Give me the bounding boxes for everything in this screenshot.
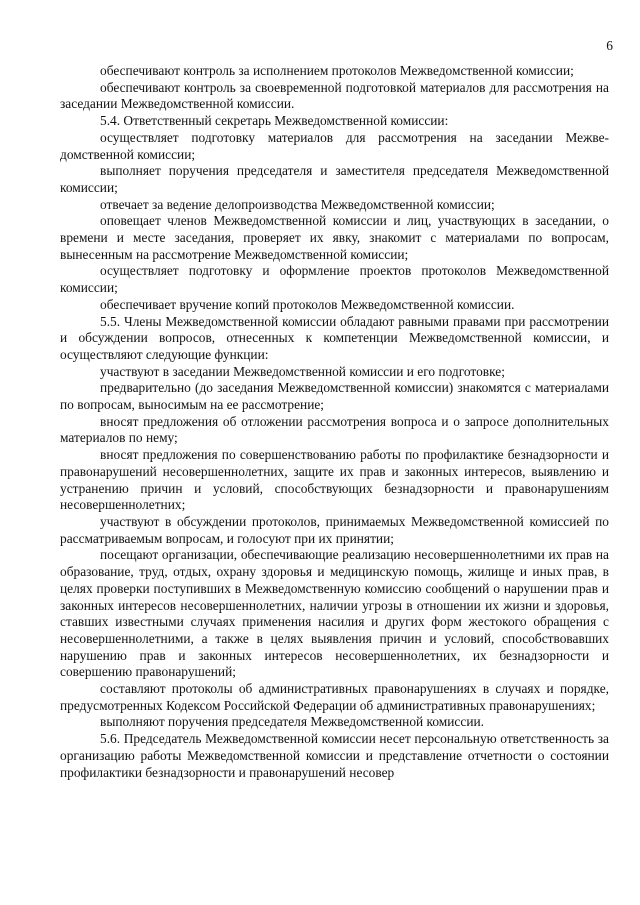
paragraph: участвуют в заседании Межведомственной комиссии и его подготовке;	[100, 363, 505, 379]
paragraph: выполняют поручения председателя Межведомственной комиссии.	[100, 714, 484, 730]
paragraph: оповещает членов Межведомственной комиссии и лиц, участвующих в заседании, о времени и месте заседания, проверяет их явку, знакомит с материалами по вопросам, вынесенным на рассмотрение Межведомственной комиссии;	[60, 213, 609, 262]
paragraph: вносят предложения об отложении рассмотрения вопроса и о запросе дополнительных материалов по нему;	[60, 413, 609, 446]
paragraph: обеспечивают контроль за своевременной подготовкой материалов для рассмотрения на заседании Межведомственной комиссии.	[60, 79, 609, 112]
paragraph: осуществляет подготовку и оформление проектов протоколов Межведомственной комиссии;	[60, 263, 609, 296]
section-heading: 5.4. Ответственный секретарь Межведомственной комиссии:	[100, 113, 449, 129]
document-body	[60, 63, 609, 781]
page-number: 6	[606, 38, 613, 53]
paragraph: обеспечивает вручение копий протоколов Межведомственной комиссии.	[100, 296, 515, 312]
paragraph: выполняет поручения председателя и заместителя председателя Межведомственной комиссии;	[60, 163, 609, 195]
paragraph: посещают организации, обеспечивающие реализацию несовершеннолетними их прав на образование, труд, отдых, охрану здоровья и медицинскую помощь, жилище и иных прав, в целях проверки поступивших в Межведомственную комиссию сообщений о нарушении прав и законных интересов несовершеннолетних, наличии угрозы в отношении их жизни и здоровья, ставших известными случаях применения насилия и других форм жестокого обращения с несовершеннолетними, а также в целях выявления причин и условий, способствовавших нарушению прав и законных интересов несовершеннолетних, их безнадзорности и совершению правонарушений;	[60, 547, 609, 680]
section-heading: 5.5. Члены Межведомственной комиссии обладают равными правами при рассмотрении и обсуждении вопросов, отнесенных к компетенции Межведомственной комиссии, и осуществляют следующие функции:	[60, 313, 609, 362]
paragraph: вносят предложения по совершенствованию работы по профилактике безнадзорности и правонарушений несовершеннолетних, защите их прав и законных интересов, выявлению и устранению причин и условий, способствующих безнадзорности и правонарушениям несовершеннолетних;	[60, 447, 609, 513]
paragraph: обеспечивают контроль за исполнением протоколов Межведомственной комиссии;	[100, 63, 574, 78]
paragraph: осуществляет подготовку материалов для рассмотрения на заседании Межведомственной комиссии;	[60, 129, 609, 162]
paragraph: составляют протоколы об административных правонарушениях в случаях и порядке, предусмотренных Кодексом Российской Федерации об административных правонарушениях;	[60, 681, 609, 713]
paragraph: отвечает за ведение делопроизводства Межведомственной комиссии;	[100, 196, 495, 212]
section-heading: 5.6. Председатель Межведомственной комиссии несет персональную ответственность за организацию работы Межведомственной комиссии и представление отчетности о состоянии профилактики безнадзорности и правонарушений несовер	[60, 731, 609, 780]
paragraph: предварительно (до заседания Межведомственной комиссии) знакомятся с материалами по вопросам, выносимым на ее рассмотрение;	[60, 380, 609, 413]
paragraph: участвуют в обсуждении протоколов, принимаемых Межведомственной комиссией по рассматриваемым вопросам, и голосуют при их принятии;	[60, 513, 609, 546]
